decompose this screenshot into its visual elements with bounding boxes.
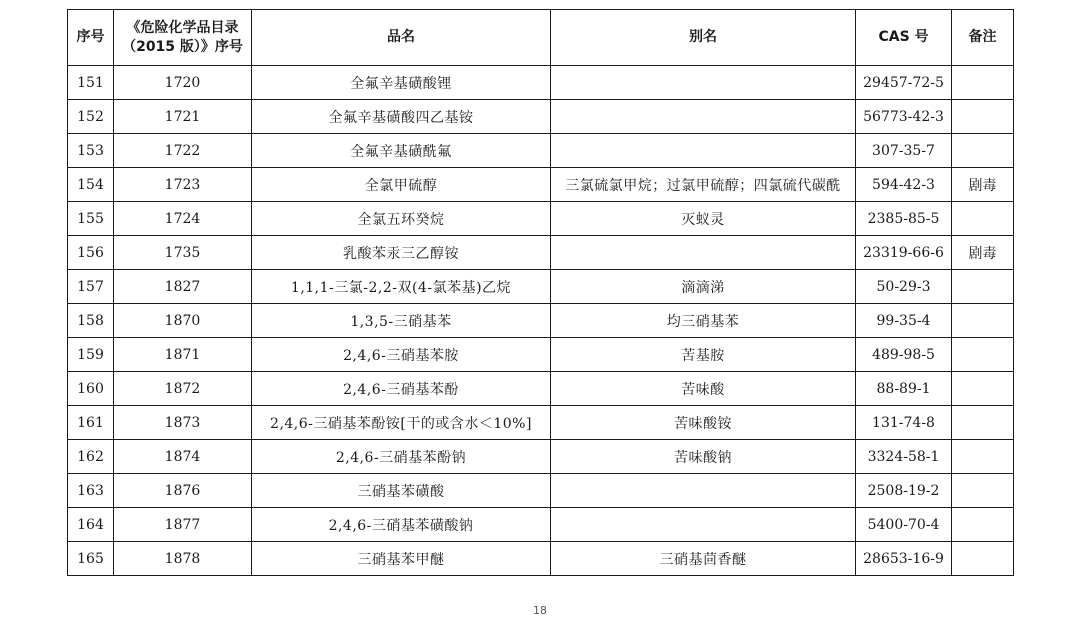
cell-seq: 151 (68, 66, 114, 100)
cell-cas: 29457-72-5 (856, 66, 952, 100)
cell-seq: 158 (68, 304, 114, 338)
cell-cas: 131-74-8 (856, 406, 952, 440)
cell-note (952, 508, 1014, 542)
cell-name: 三硝基苯磺酸 (252, 474, 551, 508)
cell-name: 全氯甲硫醇 (252, 168, 551, 202)
cell-seq: 165 (68, 542, 114, 576)
cell-alias (551, 508, 856, 542)
cell-cas: 99-35-4 (856, 304, 952, 338)
table-row (68, 542, 1014, 576)
table-row (68, 100, 1014, 134)
header-seq: 序号 (68, 10, 114, 66)
cell-catalog-seq: 1878 (114, 542, 252, 576)
cell-note (952, 440, 1014, 474)
cell-catalog-seq: 1720 (114, 66, 252, 100)
table-row (68, 66, 1014, 100)
cell-note (952, 202, 1014, 236)
cell-name: 乳酸苯汞三乙醇铵 (252, 236, 551, 270)
table-row (68, 372, 1014, 406)
cell-catalog-seq: 1724 (114, 202, 252, 236)
cell-note (952, 304, 1014, 338)
cell-note (952, 338, 1014, 372)
header-catalog-seq (114, 10, 252, 66)
table-header (68, 10, 1014, 66)
cell-seq: 162 (68, 440, 114, 474)
cell-note (952, 270, 1014, 304)
header-row (68, 10, 1014, 66)
header-note: 备注 (952, 10, 1014, 66)
cell-cas: 23319-66-6 (856, 236, 952, 270)
cell-note (952, 100, 1014, 134)
table-row (68, 202, 1014, 236)
cell-cas: 307-35-7 (856, 134, 952, 168)
cell-alias (551, 100, 856, 134)
cell-alias: 苦味酸铵 (551, 406, 856, 440)
cell-cas: 2385-85-5 (856, 202, 952, 236)
table-row (68, 474, 1014, 508)
header-catalog-line2: （2015 版）》序号 (122, 38, 243, 55)
cell-cas: 2508-19-2 (856, 474, 952, 508)
cell-alias: 苦味酸 (551, 372, 856, 406)
cell-alias: 均三硝基苯 (551, 304, 856, 338)
cell-cas: 5400-70-4 (856, 508, 952, 542)
cell-seq: 156 (68, 236, 114, 270)
table-row (68, 168, 1014, 202)
cell-note (952, 372, 1014, 406)
cell-note (952, 474, 1014, 508)
cell-name: 2,4,6-三硝基苯酚 (252, 372, 551, 406)
cell-note: 剧毒 (952, 236, 1014, 270)
table-row (68, 508, 1014, 542)
cell-name: 全氟辛基磺酰氟 (252, 134, 551, 168)
cell-cas: 3324-58-1 (856, 440, 952, 474)
cell-note (952, 542, 1014, 576)
table-row (68, 338, 1014, 372)
cell-alias: 三氯硫氯甲烷；过氯甲硫醇；四氯硫代碳酰 (551, 168, 856, 202)
cell-seq: 163 (68, 474, 114, 508)
table-row (68, 440, 1014, 474)
cell-cas: 28653-16-9 (856, 542, 952, 576)
cell-note (952, 406, 1014, 440)
cell-name: 2,4,6-三硝基苯磺酸钠 (252, 508, 551, 542)
cell-note: 剧毒 (952, 168, 1014, 202)
cell-seq: 160 (68, 372, 114, 406)
cell-cas: 489-98-5 (856, 338, 952, 372)
header-name: 品名 (252, 10, 551, 66)
header-cas: CAS 号 (856, 10, 952, 66)
cell-seq: 164 (68, 508, 114, 542)
table-body (68, 66, 1014, 576)
table-row (68, 270, 1014, 304)
cell-cas: 88-89-1 (856, 372, 952, 406)
table-row (68, 134, 1014, 168)
cell-name: 2,4,6-三硝基苯酚钠 (252, 440, 551, 474)
cell-alias (551, 66, 856, 100)
cell-seq: 161 (68, 406, 114, 440)
cell-cas: 50-29-3 (856, 270, 952, 304)
cell-catalog-seq: 1721 (114, 100, 252, 134)
page-number: 18 (533, 604, 547, 617)
cell-catalog-seq: 1872 (114, 372, 252, 406)
cell-name: 2,4,6-三硝基苯胺 (252, 338, 551, 372)
cell-alias: 三硝基茴香醚 (551, 542, 856, 576)
cell-catalog-seq: 1870 (114, 304, 252, 338)
cell-seq: 153 (68, 134, 114, 168)
cell-seq: 157 (68, 270, 114, 304)
cell-catalog-seq: 1877 (114, 508, 252, 542)
cell-catalog-seq: 1874 (114, 440, 252, 474)
cell-catalog-seq: 1722 (114, 134, 252, 168)
header-catalog-line1: 《危险化学品目录 (126, 19, 239, 36)
cell-name: 三硝基苯甲醚 (252, 542, 551, 576)
header-alias: 别名 (551, 10, 856, 66)
cell-alias: 滴滴涕 (551, 270, 856, 304)
cell-alias (551, 474, 856, 508)
cell-name: 1,1,1-三氯-2,2-双(4-氯苯基)乙烷 (252, 270, 551, 304)
cell-seq: 152 (68, 100, 114, 134)
cell-alias: 苦基胺 (551, 338, 856, 372)
cell-catalog-seq: 1871 (114, 338, 252, 372)
cell-alias (551, 134, 856, 168)
cell-name: 1,3,5-三硝基苯 (252, 304, 551, 338)
cell-catalog-seq: 1723 (114, 168, 252, 202)
cell-alias: 苦味酸钠 (551, 440, 856, 474)
cell-cas: 56773-42-3 (856, 100, 952, 134)
cell-name: 全氟辛基磺酸四乙基铵 (252, 100, 551, 134)
cell-seq: 154 (68, 168, 114, 202)
cell-name: 全氯五环癸烷 (252, 202, 551, 236)
cell-name: 2,4,6-三硝基苯酚铵[干的或含水＜10%] (252, 406, 551, 440)
table-row (68, 406, 1014, 440)
cell-catalog-seq: 1735 (114, 236, 252, 270)
cell-note (952, 66, 1014, 100)
cell-cas: 594-42-3 (856, 168, 952, 202)
cell-catalog-seq: 1873 (114, 406, 252, 440)
cell-seq: 159 (68, 338, 114, 372)
cell-catalog-seq: 1827 (114, 270, 252, 304)
cell-alias: 灭蚁灵 (551, 202, 856, 236)
cell-catalog-seq: 1876 (114, 474, 252, 508)
table-row (68, 304, 1014, 338)
hazardous-chemicals-table (67, 9, 1014, 576)
table-row (68, 236, 1014, 270)
cell-seq: 155 (68, 202, 114, 236)
cell-alias (551, 236, 856, 270)
cell-name: 全氟辛基磺酸锂 (252, 66, 551, 100)
cell-note (952, 134, 1014, 168)
